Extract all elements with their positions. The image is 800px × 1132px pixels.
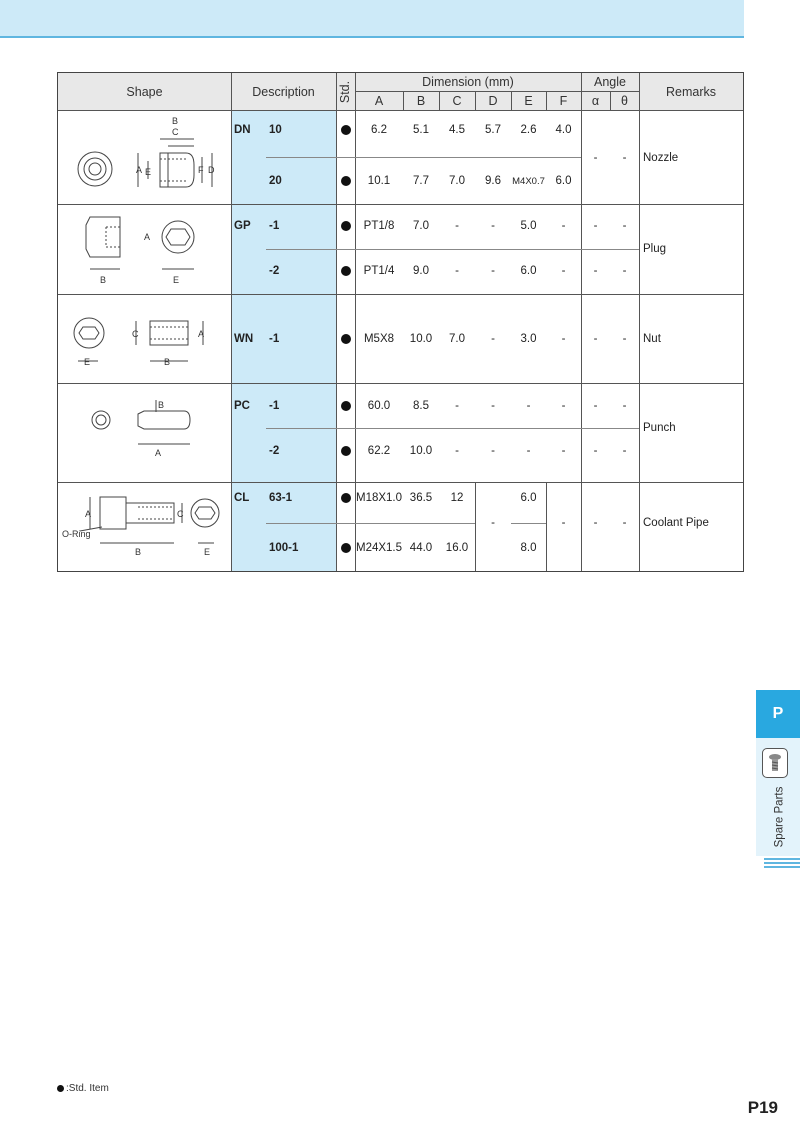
cl-63-b: 36.5 <box>409 492 433 504</box>
wn-1-c: 7.0 <box>449 333 465 345</box>
pc-2-c: - <box>455 445 459 457</box>
dn-remarks: Nozzle <box>643 152 679 164</box>
gp-2-f: - <box>561 265 566 277</box>
std-dot <box>336 489 355 507</box>
svg-text:B: B <box>135 547 142 557</box>
pc-1-f: - <box>561 400 566 412</box>
dn-10-desc: 10 <box>269 124 282 136</box>
svg-text:B: B <box>158 400 165 410</box>
cl-63-c: 12 <box>450 492 464 504</box>
svg-text:E: E <box>173 275 180 285</box>
footnote: :Std. Item <box>57 1083 109 1094</box>
pc-1-b: 8.5 <box>413 400 429 412</box>
gp-2-c: - <box>455 265 459 277</box>
svg-text:C: C <box>132 329 139 339</box>
section-label: Spare Parts <box>773 786 786 848</box>
svg-text:A: A <box>85 509 92 519</box>
cl-63-a: M18X1.0 <box>355 492 403 504</box>
dn-10-e: 2.6 <box>520 124 537 136</box>
pc-1-desc: -1 <box>269 400 280 412</box>
std-dot <box>336 262 355 280</box>
std-dot-legend <box>57 1085 64 1092</box>
dn-20-a: 10.1 <box>367 175 391 187</box>
page-number: P19 <box>747 1098 778 1117</box>
pc-2-alpha: - <box>593 445 598 457</box>
cl-100-a: M24X1.5 <box>355 542 403 554</box>
cl-remarks: Coolant Pipe <box>643 517 709 529</box>
gp-1-e: 5.0 <box>520 220 537 232</box>
header-std: Std. <box>336 73 355 110</box>
dn-10-c: 4.5 <box>449 124 465 136</box>
pc-2-desc: -2 <box>269 445 280 457</box>
gp-code: GP <box>234 220 251 232</box>
header-col-a: A <box>355 91 403 110</box>
wn-1-theta: - <box>622 333 627 345</box>
nozzle-drawing <box>58 111 231 204</box>
pc-1-c: - <box>455 400 459 412</box>
pc-1-a: 60.0 <box>367 400 391 412</box>
pc-remarks: Punch <box>643 422 676 434</box>
std-dot <box>336 217 355 235</box>
dn-20-d: 9.6 <box>485 175 501 187</box>
wn-1-f: - <box>561 333 566 345</box>
gp-1-c: - <box>455 220 459 232</box>
cl-100-b: 44.0 <box>409 542 433 554</box>
svg-text:A: A <box>198 329 205 339</box>
gp-1-a: PT1/8 <box>363 220 395 232</box>
pc-2-theta: - <box>622 445 627 457</box>
dn-theta: - <box>622 152 627 164</box>
dn-code: DN <box>234 124 251 136</box>
svg-text:F: F <box>198 165 204 175</box>
std-dot <box>336 330 355 348</box>
cl-alpha: - <box>593 517 598 529</box>
dn-20-desc: 20 <box>269 175 282 187</box>
header-remarks: Remarks <box>639 73 743 110</box>
header-dimension: Dimension (mm) <box>355 73 581 91</box>
dn-20-c: 7.0 <box>449 175 465 187</box>
pc-1-alpha: - <box>593 400 598 412</box>
wn-code: WN <box>234 333 254 345</box>
svg-text:C: C <box>172 127 179 137</box>
gp-2-theta: - <box>622 265 627 277</box>
std-dot <box>336 442 355 460</box>
pc-2-a: 62.2 <box>367 445 391 457</box>
wn-1-d: - <box>491 333 495 345</box>
svg-text:E: E <box>204 547 211 557</box>
cl-100-desc: 100-1 <box>269 542 299 554</box>
gp-2-b: 9.0 <box>413 265 429 277</box>
gp-remarks: Plug <box>643 243 667 255</box>
section-tab-p[interactable]: P <box>756 690 800 738</box>
dn-20-b: 7.7 <box>413 175 429 187</box>
pc-2-f: - <box>561 445 566 457</box>
wn-1-b: 10.0 <box>409 333 433 345</box>
header-description: Description <box>231 73 336 110</box>
cl-100-c: 16.0 <box>445 542 469 554</box>
svg-text:A: A <box>144 232 151 242</box>
dn-10-d: 5.7 <box>485 124 501 136</box>
std-dot <box>336 397 355 415</box>
screw-icon <box>762 748 788 778</box>
cl-100-e: 8.0 <box>520 542 537 554</box>
top-banner <box>0 0 744 38</box>
gp-1-alpha: - <box>593 220 598 232</box>
plug-drawing <box>58 205 231 294</box>
pc-2-b: 10.0 <box>409 445 433 457</box>
pc-code: PC <box>234 400 250 412</box>
wn-1-alpha: - <box>593 333 598 345</box>
gp-1-b: 7.0 <box>413 220 429 232</box>
wn-remarks: Nut <box>643 333 661 345</box>
gp-1-d: - <box>491 220 495 232</box>
svg-text:B: B <box>100 275 107 285</box>
pc-1-e: - <box>526 400 531 412</box>
pc-1-theta: - <box>622 400 627 412</box>
header-col-alpha: α <box>581 91 610 110</box>
pc-2-e: - <box>526 445 531 457</box>
cl-theta: - <box>622 517 627 529</box>
cl-63-e: 6.0 <box>520 492 537 504</box>
svg-text:B: B <box>164 357 171 367</box>
gp-2-desc: -2 <box>269 265 280 277</box>
dn-20-e: M4X0.7 <box>512 175 545 187</box>
svg-text:E: E <box>84 357 91 367</box>
cl-f: - <box>561 517 566 529</box>
header-col-c: C <box>439 91 475 110</box>
gp-2-e: 6.0 <box>520 265 537 277</box>
cl-code: CL <box>234 492 250 504</box>
punch-drawing <box>58 384 231 482</box>
header-col-theta: θ <box>610 91 639 110</box>
header-angle: Angle <box>581 73 639 91</box>
gp-1-theta: - <box>622 220 627 232</box>
wn-1-a: M5X8 <box>363 333 395 345</box>
coolant-pipe-drawing <box>58 483 231 571</box>
header-col-b: B <box>403 91 439 110</box>
header-shape: Shape <box>58 73 231 110</box>
dn-10-f: 4.0 <box>555 124 572 136</box>
wn-1-desc: -1 <box>269 333 280 345</box>
std-dot <box>336 539 355 557</box>
std-dot <box>336 121 355 139</box>
header-col-e: E <box>511 91 546 110</box>
svg-text:B: B <box>172 116 179 126</box>
svg-text:A: A <box>155 448 162 458</box>
svg-text:D: D <box>208 165 215 175</box>
header-col-f: F <box>546 91 581 110</box>
gp-1-f: - <box>561 220 566 232</box>
svg-text:C: C <box>177 509 184 519</box>
svg-text:A: A <box>136 165 143 175</box>
spare-parts-table <box>57 72 744 572</box>
svg-text:O-Ring: O-Ring <box>62 529 91 539</box>
svg-text:E: E <box>145 167 152 177</box>
cl-d: - <box>491 517 495 529</box>
dn-alpha: - <box>593 152 598 164</box>
gp-2-alpha: - <box>593 265 598 277</box>
gp-2-a: PT1/4 <box>363 265 395 277</box>
gp-2-d: - <box>491 265 495 277</box>
std-dot <box>336 172 355 190</box>
header-col-d: D <box>475 91 511 110</box>
wn-1-e: 3.0 <box>520 333 537 345</box>
cl-63-desc: 63-1 <box>269 492 293 504</box>
dn-10-b: 5.1 <box>413 124 429 136</box>
dn-20-f: 6.0 <box>555 175 572 187</box>
dn-10-a: 6.2 <box>371 124 387 136</box>
pc-2-d: - <box>491 445 495 457</box>
pc-1-d: - <box>491 400 495 412</box>
gp-1-desc: -1 <box>269 220 280 232</box>
nut-drawing <box>58 295 231 383</box>
